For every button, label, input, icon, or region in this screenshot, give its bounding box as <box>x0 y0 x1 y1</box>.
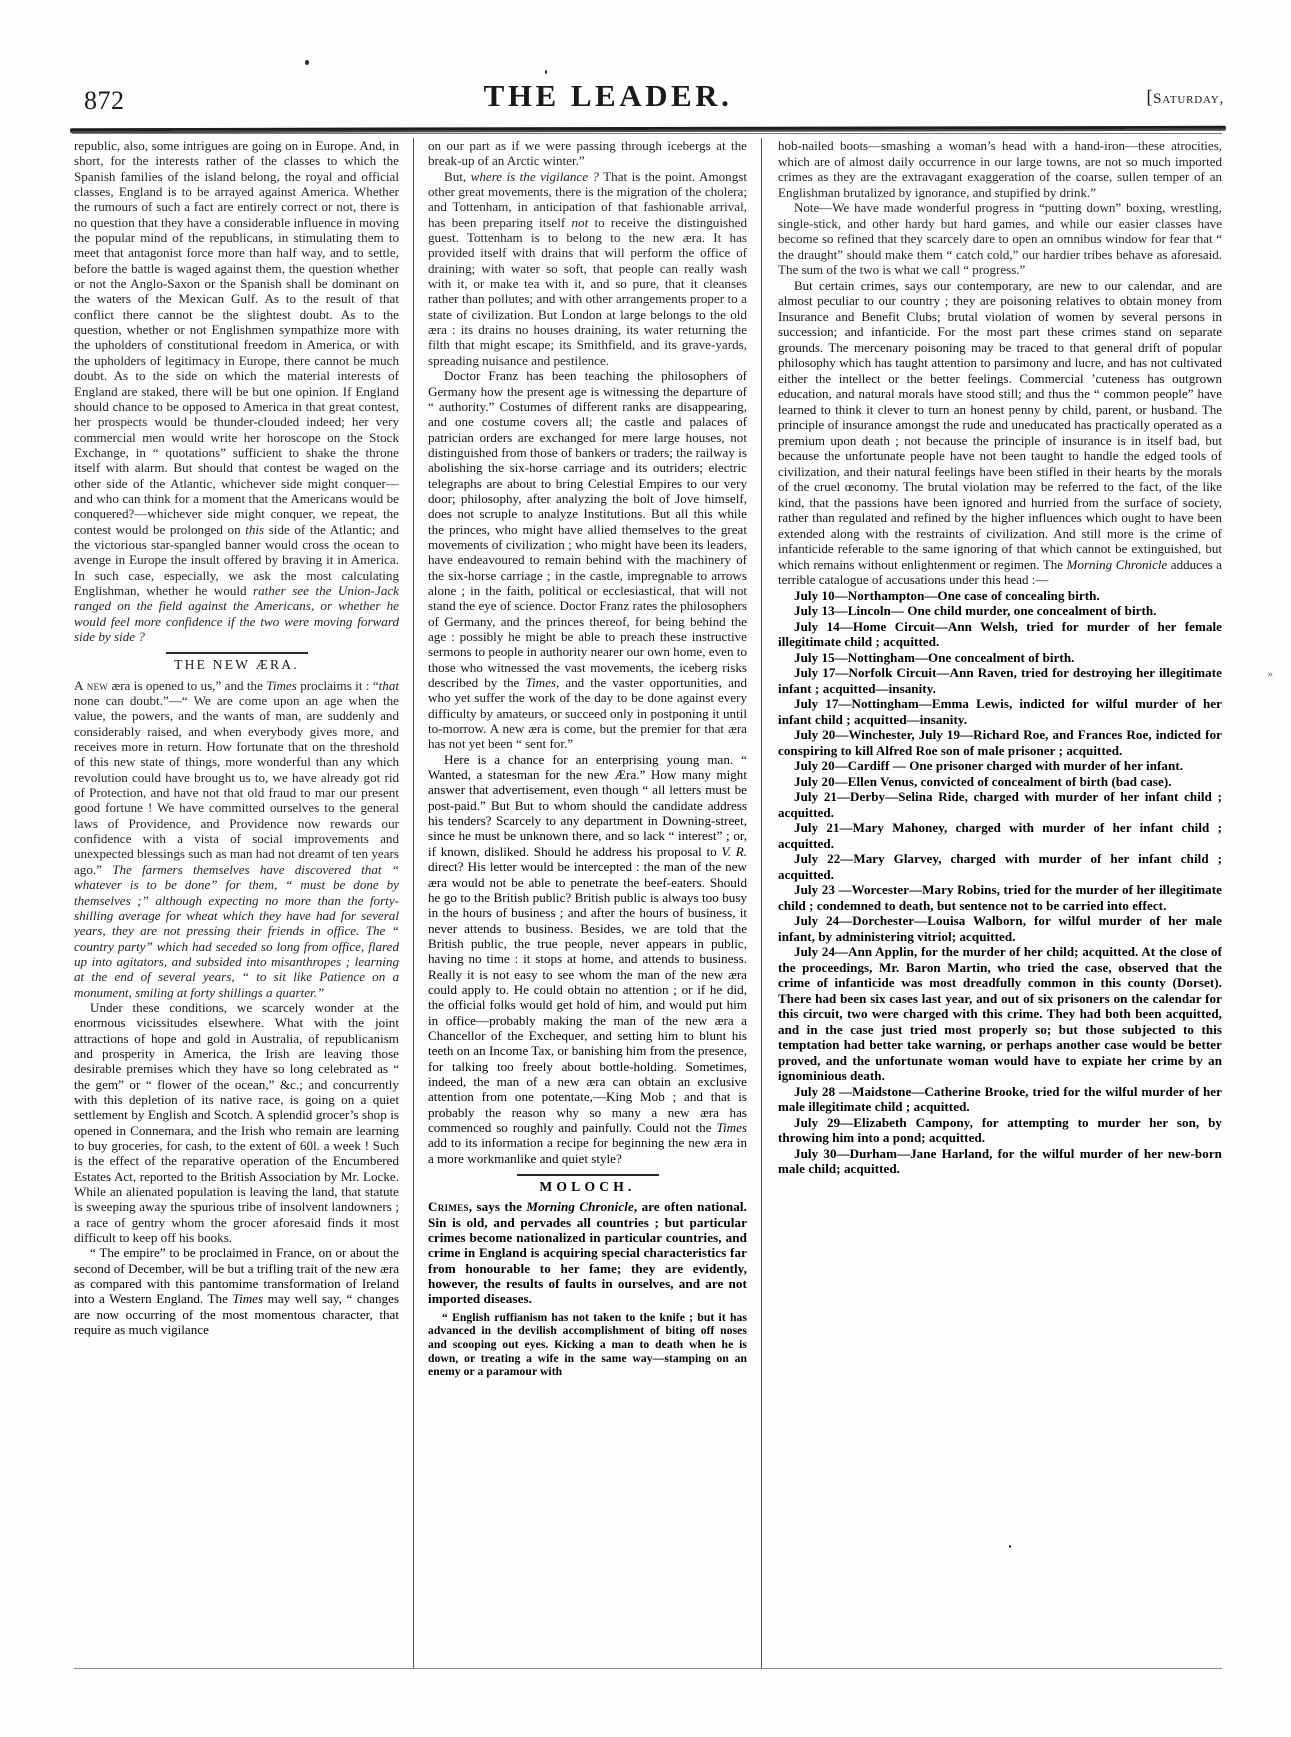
col1-continued-text-b: side of the Atlantic; and the victorious star-spangled banner would cross the ocean to avenge in Europe the insult offered by braving it in America. In such case, especially, we ask the most calculating Englishman, whether he would <box>74 521 399 598</box>
crime-entry: July 20—Cardiff — One prisoner charged with murder of her infant. <box>794 758 1184 773</box>
col2-paragraph-0: on our part as if we were passing through icebergs at the break-up of an Arctic winter.” <box>428 138 747 169</box>
crime-entry: July 21—Derby—Selina Ride, charged with murder of her infant child ; acquitted. <box>778 789 1222 820</box>
day-label: Saturday, <box>1153 91 1224 107</box>
col2-p3-a: Here is a chance for an enterprising young man. “ Wanted, a statesman for the new Æra.” How many might answer that advertisement, even though “ all letters must be post-paid.” But But to whom should the candidate address his tenders? Scarcely to any department in Downing-street, since he must be unknown there, and so lack “ interest” ; or, if known, disliked. Should he address his proposal to <box>428 751 747 859</box>
masthead-rule-thin <box>72 133 1222 134</box>
column-1 <box>74 138 413 1668</box>
col2-italic-vigilance: where is the vigilance ? <box>470 168 600 184</box>
col3-italic-morning-chronicle: Morning Chronicle <box>1066 556 1168 572</box>
col1-p1-b: proclaims it : “ <box>296 677 379 693</box>
crime-entry: July 20—Winchester, July 19—Richard Roe, and Frances Roe, indicted for conspiring to kill Alfred Roe son of male prisoner ; acquitted. <box>778 727 1222 758</box>
col2-p4-b: , are often national. Sin is old, and pervades all countries ; but particular crimes become nationalized in particular countries, and crime in England is acquiring special characteristics far from honourable to her fame; they are evidently, however, the results of faults in ourselves, and are not imported diseases. <box>428 1199 747 1307</box>
column-3 <box>761 138 1222 1668</box>
margin-mark: » <box>1267 668 1273 680</box>
column-container <box>74 138 1222 1668</box>
col2-p1-b: That is the point. Amongst other great movements, there is the migration of the cholera; and Tottenham, in anticipation of that fashionable arrival, has been preparing itself <box>428 168 748 230</box>
page-bottom-rule <box>74 1668 1222 1669</box>
col1-p3-a: “ The empire” to be proclaimed in France, on or about the second of December, will be but a trifling trait of the new æra as compared with this pantomime transformation of Ireland into a Western England. The <box>74 1245 399 1307</box>
col2-italic-times-2: Times <box>716 1120 747 1135</box>
col2-ruffianism-quote: “ English ruffianism has not taken to the knife ; but it has advanced in the devilish accomplishment of biting off noses and scooping out eyes. Kicking a man to death when he is down, or treating a wife in the same way—stamping on an enemy or a paramour with <box>428 1310 747 1379</box>
col2-italic-not: not <box>571 214 589 230</box>
crime-entry: July 17—Norfolk Circuit—Ann Raven, tried for destroying her illegitimate infant ; acquitted—insanity. <box>778 665 1222 696</box>
crime-entry: July 21—Mary Mahoney, charged with murder of her infant child ; acquitted. <box>778 820 1222 851</box>
col2-moloch-paragraph <box>428 1199 747 1306</box>
col2-vigilance-paragraph <box>428 169 747 368</box>
col2-doctor-franz-paragraph <box>428 368 747 752</box>
newspaper-title: THE LEADER. <box>483 78 733 113</box>
bracket-glyph: [ <box>1146 87 1154 108</box>
crime-entry: July 15—Nottingham—One concealment of birth. <box>794 649 1075 665</box>
print-speck <box>545 70 547 74</box>
crime-entry: July 28 —Maidstone—Catherine Brooke, tried for the wilful murder of her male illegitimate child ; acquitted. <box>778 1083 1222 1114</box>
crime-entry: July 13—Lincoln— One child murder, one concealment of birth. <box>794 603 1157 618</box>
crime-entry: July 24—Ann Applin, for the murder of her child; acquitted. At the close of the proceedings, Mr. Baron Martin, who tried the case, observed that the crime of infanticide was most dreadfully common in this county (Dorset). There had been six cases last year, and out of six prisoners on the calendar for this circuit, two were charged with this crime. They had both been acquitted, and in the case just tried most properly so; but those subjected to this temptation had better take warning, or perhaps another case would be better proved, and the unfortunate woman would have to expiate her crime by an ignominious death. <box>778 944 1222 1083</box>
col1-p1-c: none can doubt.”—“ We are come upon an age when the value, the powers, and the wants of man, are suddenly and considerably raised, and when everybody gives more, and receives more in return. How fortunate that on the threshold of this new state of things, more wonderful than any which revolution could have brought us to, we have already got rid of Protection, and have not that old fraud to mar our present good fortune ! We have committed ourselves to the general laws of Providence, and Providence now rewards our confidence with a vista of social improvements and unexpected blessings such as man had not dreamt of ten years ago.” <box>74 693 399 877</box>
col2-statesman-paragraph <box>428 752 747 1166</box>
section-heading-new-aera: THE NEW ÆRA. <box>174 657 299 673</box>
col3-paragraph-0: hob-nailed boots—smashing a woman’s head with a hand-iron—these atrocities, which are of almost daily occurrence in our large towns, are not so much imported crimes as they are the extravagant exaggeration of the coarse, sullen temper of an Englishman brutalized by ignorance, and stupified by drink.” <box>778 138 1222 200</box>
crime-entry: July 24—Dorchester—Louisa Walborn, for wilful murder of her male infant, by administering vitriol; acquitted. <box>778 913 1222 944</box>
col1-italic-farmers: The farmers themselves have discovered that “ whatever is to be done” for them, “ must be done by themselves ;” although expecting no more than the forty-shilling average for wheat which they have had for several years, they are not pressing their friends in office. The “ country party” which had seceded so long from office, flared up into agitators, and subsided into misanthropes ; learning at the end of several years, “ to sit like Patience on a monument, smiling at forty shillings a quarter.” <box>74 861 400 1000</box>
col2-p1-a: But, <box>444 168 471 184</box>
article-continued-paragraph <box>74 138 399 644</box>
day-line <box>1146 87 1224 109</box>
section-divider-rule-moloch <box>517 1174 659 1176</box>
col2-p2-b: , and the vaster opportunities, and who yet suffer the work of the day to be done against every difficulty by amateurs, or succeed only in postponing it until to-morrow. A new æra is come, but the premier for that æra has not yet been “ sent for.” <box>428 675 747 752</box>
page-folio-number: 872 <box>84 86 125 115</box>
crime-entry: July 17—Nottingham—Emma Lewis, indicted for wilful murder of her infant child ; acquitted—insanity. <box>778 696 1222 727</box>
crime-entry: July 14—Home Circuit—Ann Welsh, tried for murder of her female illegitimate child ; acquitted. <box>778 618 1222 649</box>
col2-p3-c: add to its information a recipe for beginning the new æra in a more workmanlike and quiet style? <box>428 1135 747 1166</box>
section-heading-moloch: MOLOCH. <box>539 1179 636 1195</box>
col3-p2-b: adduces a terrible catalogue of accusations under this head :— <box>778 556 1222 587</box>
crime-entry: July 22—Mary Glarvey, charged with murder of her infant child ; acquitted. <box>778 851 1222 882</box>
section-divider-rule <box>166 652 308 654</box>
masthead <box>70 78 1230 128</box>
col2-p3-b: direct? His letter would be intercepted : the man of the new æra would not be able to penetrate the beef-eaters. Should he go to the British public? British public is always too busy in the hours of business ; and after the hours of business, it never attends to business. Besides, we are told that the British public, the true people, never appears in public, having no time : it stops at home, and attends to business. Really it is not easy to see whom the man of the new æra could apply to. He could obtain no attention ; or if he did, the official folks would get hold of him, and would put him in office—probably making the man of the new æra a Chancellor of the Exchequer, and setting him to blunt his teeth on an Income Tax, or banishing him from the presence, for talking too freely about bottle-holding. Sometimes, indeed, the man of a new æra can obtain an exclusive attention from one potentate,—King Mob ; and that is probably the reason why so many a new æra has commenced so roughly and painfully. Could not the <box>428 859 747 1135</box>
crime-entry: July 20—Ellen Venus, convicted of concealment of birth (bad case). <box>794 773 1172 789</box>
col2-crimes-smallcaps: Crimes <box>428 1199 469 1215</box>
col1-italic-that: that <box>378 677 400 693</box>
col2-italic-times-1: Times <box>525 675 556 691</box>
new-aera-paragraph-3 <box>74 1245 399 1337</box>
crime-catalogue-list <box>778 588 1222 1177</box>
col1-continued-text: republic, also, some intrigues are going on in Europe. And, in short, for the interests rather of the classes to which the Spanish families of the island belong, the royal and official classes, England is to be arrayed against America. Whether the rumours of such a fact are entirely correct or not, there is no question that they have a considerable influence in moving the popular mind of the republicans, in stimulating them to meet that antagonist force more than half way, and to settle, before the battle is waged against them, the question whether or not the Anglo-Saxon or the Spanish shall be dominant on the waters of the Mexican Gulf. As to the result of that conflict there cannot be the slightest doubt. As to the question, whether or not Englishmen sympathize more with the upholders of constitutional freedom in America, or with the upholders of legitimacy in Europe, there cannot be much doubt. As to the side on which the material interests of England are staked, there will be but one opinion. If England should chance to be opposed to America in that great contest, her prospects would be thunder-clouded indeed; her very commercial men would write her horoscope on the Stock Exchange, in “ quotations” sufficient to shake the throne itself with alarm. But should that contest be waged on the other side of the Atlantic, whichever side might conquer—and who can think for a moment that the Americans would be conquered?—whichever side might conquer, we repeat, the contest would be prolonged on <box>74 138 399 537</box>
col1-italic-this: this <box>245 521 265 537</box>
col1-italic-times-2: Times <box>232 1291 264 1307</box>
col3-p2-a: But certain crimes, says our contemporary, are new to our calendar, and are almost peculiar to our country ; they are poisoning relatives to obtain money from Insurance and Benefit Clubs; brutal violation of women by several persons in succession; and infanticide. For the most part these crimes stand on separate grounds. The mercenary poisoning may be traced to that general drift of popular philosophy which has taught attention to parsimony and lucre, and has not cultivated either the intellect or the better feelings. Commercial ’cuteness has outgrown education, and natural morals have stood still; and thus the “ common people” have learned to think it clever to turn an honest penny by child, parent, or husband. The principle of insurance amongst the rude and uneducated has practically operated as a premium upon death ; not because the principle of insurance is in itself bad, but because the unfortunate people have not been taught to handle the edged tools of civilization, and their natural feelings have been stifled in their hearts by the morals of the cruel œconomy. The brutal violation may be referred to the fact, of the like kind, that the passions have been ignored and hurried from the surface of society, rather than regulated and refined by the higher influences which ought to have been extended along with the restraints of civilization. And still more is the crime of infanticide referable to the same ignoring of that which cannot be extinguished, but which remains without enlightenment or regimen. The <box>778 277 1222 572</box>
col2-p1-c: to receive the distinguished guest. Tottenham is to belong to the new æra. It has provided itself with drains that will perform the office of draining; with water so soft, that people can really wash with it, or make tea with it, and so pure, that it cleanses rather than pollutes; and with other arrangements proper to a state of civilization. But London at large belongs to the old æra : its drains no houses draining, its water returning the filth that might escape; its Smithfield, and its grave-yards, spreading nuisance and pestilence. <box>428 214 747 368</box>
new-aera-paragraph-1 <box>74 678 399 1000</box>
col1-p3-b: may well say, “ changes are now occurring of the most momentous character, that require as much vigilance <box>74 1291 399 1338</box>
col1-p1-a: æra is opened to us,” and the <box>108 677 267 693</box>
col3-crimes-discussion-paragraph <box>778 278 1222 588</box>
column-2 <box>413 138 761 1668</box>
col3-note-paragraph: Note—We have made wonderful progress in “putting down” boxing, wrestling, single-stick, and other hardy but hard games, and while our easier classes have become so refined that they scarcely dare to open an omnibus window for fear that “ the draught” should make them “ catch cold,” our hardier tribes behave as aforesaid. The sum of the two is what we call “ progress.” <box>778 200 1222 277</box>
crime-entry: July 30—Durham—Jane Harland, for the wilful murder of her new-born male child; acquitted. <box>778 1145 1222 1176</box>
col2-p4-a: , says the <box>468 1199 527 1215</box>
print-speck <box>305 60 309 65</box>
col2-italic-vr: V. R. <box>721 843 747 859</box>
col1-italic-unionjack: rather see the Union-Jack ranged on the field against the Americans, or whether he would feel more confidence if the two were moving forward side by side ? <box>74 582 399 644</box>
col1-italic-times-1: Times <box>266 677 297 693</box>
crime-entry: July 10—Northampton—One case of concealing birth. <box>794 587 1100 603</box>
crime-entry: July 23 —Worcester—Mary Robins, tried for the murder of her illegitimate child ; condemned to death, but sentence not to be carried into effect. <box>778 882 1222 913</box>
col2-p2-a: Doctor Franz has been teaching the philosophers of Germany how the present age is witnessing the departure of “ authority.” Costumes of different ranks are disappearing, and one costume covers all; the castle and palaces of patrician orders are exchanged for mere large houses, not distinguished from those of bankers or traders; the railway is abolishing the six-horse carriage and its outriders; electric telegraphs are about to bring Celestial Empires to our very door; philosophy, after analyzing the bolt of Jove himself, does not scruple to analyze Institutions. But all this while the princes, who might have allied themselves to the great movements of civilization ; who might have been its leaders, have endeavoured to remain behind with the machinery of the six-horse carriage ; in the castle, impregnable to arrows alone ; in the faith, political or ecclesiastical, that will not stand the eye of science. Doctor Franz rates the philosophers of Germany, and the princes thereof, for being behind the age : possibly he might be able to preach these instructive sermons to people in authority nearer our own home, even to those who witnessed the vast movements, the iceberg risks described by the <box>428 368 747 691</box>
col2-quoted-footnote-block <box>428 1311 747 1379</box>
new-aera-paragraph-2: Under these conditions, we scarcely wonder at the enormous vicissitudes elsewhere. What with the joint attractions of hope and gold in Australia, of republicanism and prosperity in America, the Irish are leaving those desirable premises which they have so long celebrated as “ the gem” or “ flower of the ocean,” &c.; and concurrently with this depletion of its native race, is going on a quiet settlement by English and Scotch. A splendid grocer’s shop is opened in Connemara, and the Irish who remain are learning to buy groceries, for cash, to the extent of 60l. a week ! Such is the effect of the reparative operation of the Encumbered Estates Act, reported to the British Association by Mr. Locke. While an alienated population is leaving the land, that statute is sweeping away the spurious tribe of insolvent landowners ; a race of gentry whom the grocer aforesaid finds it most difficult to keep off his books. <box>74 999 399 1246</box>
col1-lead-smallcaps: A new <box>74 677 109 693</box>
crime-entry: July 29—Elizabeth Campony, for attempting to murder her son, by throwing him into a pond; acquitted. <box>778 1114 1222 1145</box>
col2-italic-morning-chronicle: Morning Chronicle <box>526 1199 634 1215</box>
